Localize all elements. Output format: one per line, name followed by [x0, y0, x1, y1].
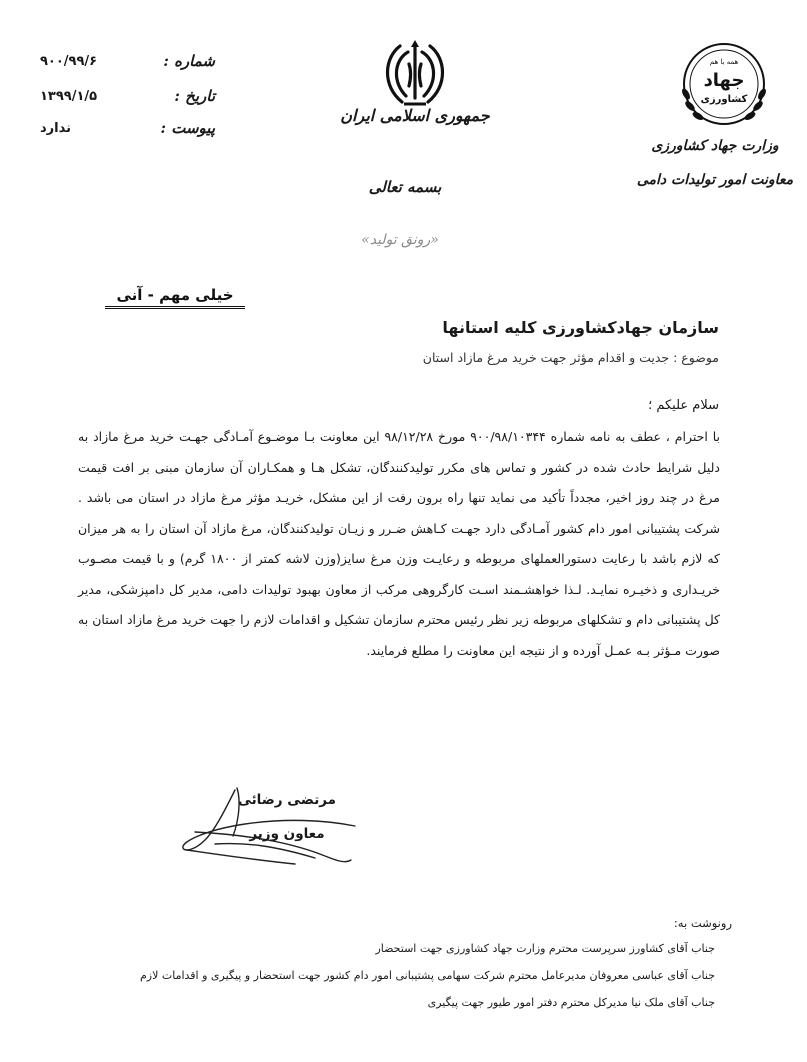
jihad-agriculture-logo: [676, 36, 772, 132]
letter-date-value: ۱۳۹۹/۱/۵: [40, 88, 98, 104]
cc-line: جناب آقای کشاورز سرپرست محترم وزارت جهاد کشاورزی جهت استحضار: [375, 942, 715, 955]
recipient: سازمان جهادکشاورزی کلیه استانها: [442, 318, 719, 337]
letter-number-label: شماره :: [163, 52, 215, 70]
letter-attachment-row: [40, 115, 215, 141]
subject-line: موضوع : جدیت و اقدام مؤثر جهت خرید مرغ مازاد استان: [422, 350, 719, 365]
letter-body: با احترام ، عطف به نامه شماره ۹۰۰/۹۸/۱۰۳۴۴ مورخ ۹۸/۱۲/۲۸ این معاونت بـا موضـوع آمـادگی جهـت خرید مرغ مازاد به دلیل شرایط حادث شده در کشور و تماس های مکرر تولیدکنندگان، تشکل هـا و همکـاران آن سازمان مبنی بر افت قیمت مرغ در چند روز اخیر، مجدداً تأکید می نماید تنها راه برون رفت از این مشکل، خریـد مؤثر مرغ مازاد در استان می باشد . شرکت پشتیبانی امور دام کشور آمـادگی دارد جهـت کـاهش ضـرر و زیـان تولیدکنندگان، مرغ مازاد آن استان را به هر میزان که لازم باشد با رعایت دستورالعملهای مربوطه و رعایـت وزن مرغ سایز(وزن لاشه کمتر از ۱۸۰۰ گرم) و با قیمت مصـوب خریـداری و ذخیـره نمایـد. لـذا خواهشـمند اسـت کارگروهی مرکب از معاون بهبود تولیدات دامی، مدیر کل دامپزشکی، مدیر کل پشتیبانی دام و تشکلهای مربوطه زیر نظر رئیس محترم سازمان تشکیل و اقدامات لازم را جهت خرید مرغ مازاد استان به صورت مـؤثر بـه عمـل آورده و از نتیجه این معاونت را مطلع فرمایند.: [78, 429, 720, 658]
iran-emblem-icon: [380, 38, 450, 110]
logo-main-text: جهاد: [703, 70, 745, 91]
deputy-office-name: معاونت امور تولیدات دامی: [636, 172, 794, 188]
year-slogan: «رونق تولید»: [361, 232, 439, 248]
republic-title: جمهوری اسلامی ایران: [340, 106, 490, 125]
letter-attachment-label: پیوست :: [160, 119, 215, 137]
besmellah: بسمه تعالی: [368, 178, 442, 196]
urgency-stamp: خیلی مهم - آنی: [105, 286, 245, 309]
ministry-name: وزارت جهاد کشاورزی: [651, 138, 779, 154]
cc-line: جناب آقای عباسی معروفان مدیرعامل محترم شرکت سهامی پشتیبانی امور دام کشور جهت استحضار و پیگیری و اقدامات لازم: [139, 969, 715, 982]
letter-number-row: [40, 48, 215, 74]
logo-top-text: همه با هم: [709, 58, 739, 66]
letter-date-row: [40, 83, 215, 109]
letter-date-label: تاریخ :: [174, 87, 215, 105]
letter-attachment-value: ندارد: [40, 120, 72, 136]
greeting: سلام علیکم ؛: [648, 398, 719, 413]
handwritten-signature: [175, 760, 365, 870]
cc-line: جناب آقای ملک نیا مدیرکل محترم دفتر امور طیور جهت پیگیری: [427, 996, 715, 1009]
logo-sub-text: کشاورزی: [700, 94, 748, 105]
signer-name: مرتضی رضائی: [237, 792, 337, 808]
signer-title: معاون وزیر: [249, 826, 325, 842]
cc-title: رونوشت به:: [673, 916, 732, 930]
letter-number-value: ۹۰۰/۹۹/۶: [40, 53, 98, 69]
